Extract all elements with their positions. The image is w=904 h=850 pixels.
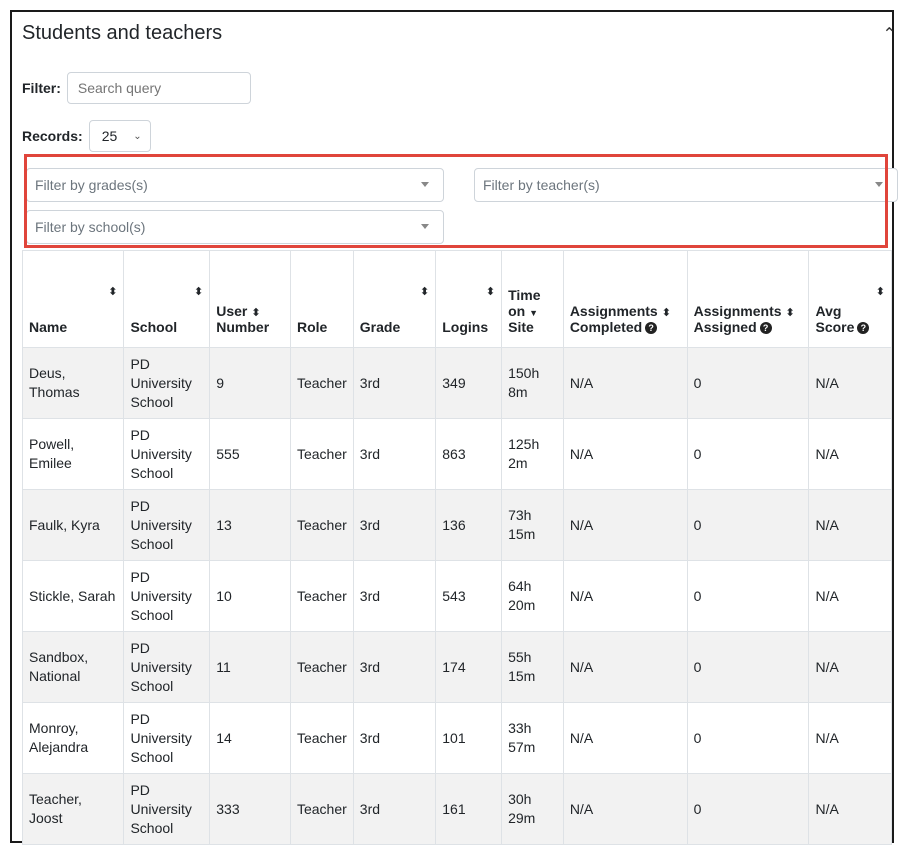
cell-avg-score: N/A (809, 703, 892, 774)
sort-icon: ⬍ (108, 286, 118, 298)
cell-school-line: University (130, 374, 192, 391)
cell-user-number: 13 (210, 490, 291, 561)
students-teachers-panel (10, 10, 894, 843)
cell-role: Teacher (290, 490, 353, 561)
header-school[interactable]: ⬍ School (124, 251, 210, 348)
cell-role: Teacher (290, 703, 353, 774)
cell-role: Teacher (290, 348, 353, 419)
cell-time-on-site (502, 561, 564, 632)
cell-time-on-site (502, 703, 564, 774)
teacher-select-placeholder: Filter by teacher(s) (483, 177, 600, 193)
cell-assignments-completed: N/A (563, 419, 687, 490)
users-table (22, 250, 892, 845)
cell-time-on-site-line: 8m (508, 384, 528, 400)
help-icon[interactable]: ? (857, 322, 869, 334)
cell-time-on-site-line: 33h (508, 720, 532, 736)
cell-school (124, 632, 210, 703)
cell-school-line: University (130, 516, 192, 533)
cell-school-line: University (130, 445, 192, 462)
table-row (23, 561, 892, 632)
cell-time-on-site-line: 15m (508, 526, 536, 542)
cell-name: Powell, Emilee (23, 419, 124, 490)
records-value: 25 (101, 128, 118, 144)
cell-school-line: University (130, 729, 192, 746)
cell-name: Faulk, Kyra (23, 490, 124, 561)
chevron-down-icon: ⌄ (133, 130, 142, 142)
cell-assignments-assigned: 0 (687, 419, 809, 490)
cell-time-on-site-line: 64h (508, 578, 532, 594)
cell-time-on-site-line: 55h (508, 649, 532, 665)
cell-assignments-completed: N/A (563, 490, 687, 561)
table-row (23, 348, 892, 419)
cell-avg-score: N/A (809, 348, 892, 419)
cell-school-line: PD (130, 781, 150, 798)
cell-time-on-site-line: 125h (508, 436, 540, 452)
cell-time-on-site (502, 632, 564, 703)
cell-time-on-site-line: 30h (508, 791, 532, 807)
cell-time-on-site (502, 490, 564, 561)
records-label: Records: (22, 128, 83, 144)
cell-time-on-site-line: 73h (508, 507, 532, 523)
cell-school-line: School (130, 748, 174, 765)
cell-school-line: PD (130, 426, 150, 443)
cell-logins: 543 (436, 561, 502, 632)
filter-label: Filter: (22, 80, 61, 96)
cell-school-line: PD (130, 639, 150, 656)
search-input[interactable] (67, 72, 251, 104)
table-header-row (23, 251, 892, 348)
header-user-number[interactable]: User ⬍ Number (210, 251, 291, 348)
cell-user-number: 11 (210, 632, 291, 703)
cell-user-number: 555 (210, 419, 291, 490)
sort-icon: ⬍ (251, 307, 261, 319)
cell-avg-score: N/A (809, 419, 892, 490)
cell-assignments-assigned: 0 (687, 774, 809, 845)
cell-school (124, 490, 210, 561)
cell-role: Teacher (290, 561, 353, 632)
cell-assignments-completed: N/A (563, 348, 687, 419)
sort-icon: ⬍ (661, 307, 671, 319)
header-logins[interactable]: ⬍ Logins (436, 251, 502, 348)
cell-grade: 3rd (353, 348, 435, 419)
header-assignments-assigned[interactable]: Assignments ⬍ Assigned ? (687, 251, 809, 348)
cell-grade: 3rd (353, 561, 435, 632)
cell-school-line: University (130, 658, 192, 675)
cell-user-number: 333 (210, 774, 291, 845)
cell-logins: 101 (436, 703, 502, 774)
cell-school-line: PD (130, 710, 150, 727)
cell-role: Teacher (290, 419, 353, 490)
cell-user-number: 9 (210, 348, 291, 419)
cell-time-on-site (502, 774, 564, 845)
cell-time-on-site-line: 29m (508, 810, 536, 826)
sort-icon: ⬍ (420, 286, 430, 298)
cell-assignments-assigned: 0 (687, 490, 809, 561)
table-row (23, 419, 892, 490)
cell-name: Deus, Thomas (23, 348, 124, 419)
cell-role: Teacher (290, 774, 353, 845)
help-icon[interactable]: ? (760, 322, 772, 334)
cell-school-line: University (130, 587, 192, 604)
cell-school-line: School (130, 819, 174, 836)
cell-grade: 3rd (353, 632, 435, 703)
cell-grade: 3rd (353, 703, 435, 774)
cell-assignments-completed: N/A (563, 703, 687, 774)
sort-icon: ⬍ (194, 286, 204, 298)
cell-school (124, 419, 210, 490)
cell-school-line: School (130, 464, 174, 481)
cell-school-line: School (130, 393, 174, 410)
cell-avg-score: N/A (809, 561, 892, 632)
sort-icon: ⬍ (785, 307, 795, 319)
cell-school-line: University (130, 800, 192, 817)
cell-name: Sandbox, National (23, 632, 124, 703)
cell-name: Teacher, Joost (23, 774, 124, 845)
sort-icon: ⬍ (485, 286, 496, 298)
cell-assignments-assigned: 0 (687, 632, 809, 703)
grades-select-placeholder: Filter by grades(s) (35, 177, 148, 193)
table-row (23, 490, 892, 561)
cell-school (124, 774, 210, 845)
header-role[interactable]: Role (290, 251, 353, 348)
cell-time-on-site (502, 419, 564, 490)
cell-school-line: PD (130, 355, 150, 372)
cell-grade: 3rd (353, 419, 435, 490)
cell-school-line: PD (130, 497, 150, 514)
cell-time-on-site (502, 348, 564, 419)
cell-school-line: School (130, 535, 174, 552)
cell-time-on-site-line: 20m (508, 597, 536, 613)
cell-role: Teacher (290, 632, 353, 703)
cell-grade: 3rd (353, 490, 435, 561)
cell-time-on-site-line: 2m (508, 455, 528, 471)
cell-school-line: School (130, 677, 174, 694)
cell-avg-score: N/A (809, 774, 892, 845)
records-row (22, 120, 151, 152)
header-grade[interactable]: ⬍ Grade (353, 251, 435, 348)
cell-school (124, 348, 210, 419)
header-time-on-site[interactable]: Time on ▼ Site (502, 251, 564, 348)
cell-logins: 174 (436, 632, 502, 703)
cell-school-line: PD (130, 568, 150, 585)
cell-name: Stickle, Sarah (23, 561, 124, 632)
header-assignments-completed[interactable]: Assignments ⬍ Completed ? (563, 251, 687, 348)
cell-avg-score: N/A (809, 490, 892, 561)
cell-time-on-site-line: 15m (508, 668, 536, 684)
sort-desc-icon: ▼ (529, 308, 539, 318)
cell-assignments-completed: N/A (563, 561, 687, 632)
cell-grade: 3rd (353, 774, 435, 845)
cell-school (124, 561, 210, 632)
cell-assignments-assigned: 0 (687, 348, 809, 419)
sort-icon: ⬍ (875, 286, 885, 298)
filter-row (22, 72, 251, 104)
cell-assignments-assigned: 0 (687, 561, 809, 632)
highlight-box (24, 154, 888, 248)
cell-avg-score: N/A (809, 632, 892, 703)
table-row (23, 632, 892, 703)
cell-school (124, 703, 210, 774)
cell-logins: 349 (436, 348, 502, 419)
cell-time-on-site-line: 150h (508, 365, 540, 381)
records-select[interactable] (89, 120, 151, 152)
cell-assignments-completed: N/A (563, 632, 687, 703)
cell-school-line: School (130, 606, 174, 623)
cell-time-on-site-line: 57m (508, 739, 536, 755)
header-name[interactable]: ⬍ Name (23, 251, 124, 348)
cell-logins: 136 (436, 490, 502, 561)
cell-user-number: 14 (210, 703, 291, 774)
panel-title: Students and teachers (22, 22, 223, 44)
cell-name: Monroy, Alejandra (23, 703, 124, 774)
cell-logins: 161 (436, 774, 502, 845)
cell-assignments-assigned: 0 (687, 703, 809, 774)
school-select-placeholder: Filter by school(s) (35, 219, 146, 235)
header-avg-score[interactable]: Avg ⬍ Score ? (809, 251, 892, 348)
help-icon[interactable]: ? (645, 322, 657, 334)
table-row (23, 774, 892, 845)
cell-user-number: 10 (210, 561, 291, 632)
cell-logins: 863 (436, 419, 502, 490)
table-row (23, 703, 892, 774)
cell-assignments-completed: N/A (563, 774, 687, 845)
chevron-up-icon[interactable]: ⌃ (882, 26, 896, 43)
